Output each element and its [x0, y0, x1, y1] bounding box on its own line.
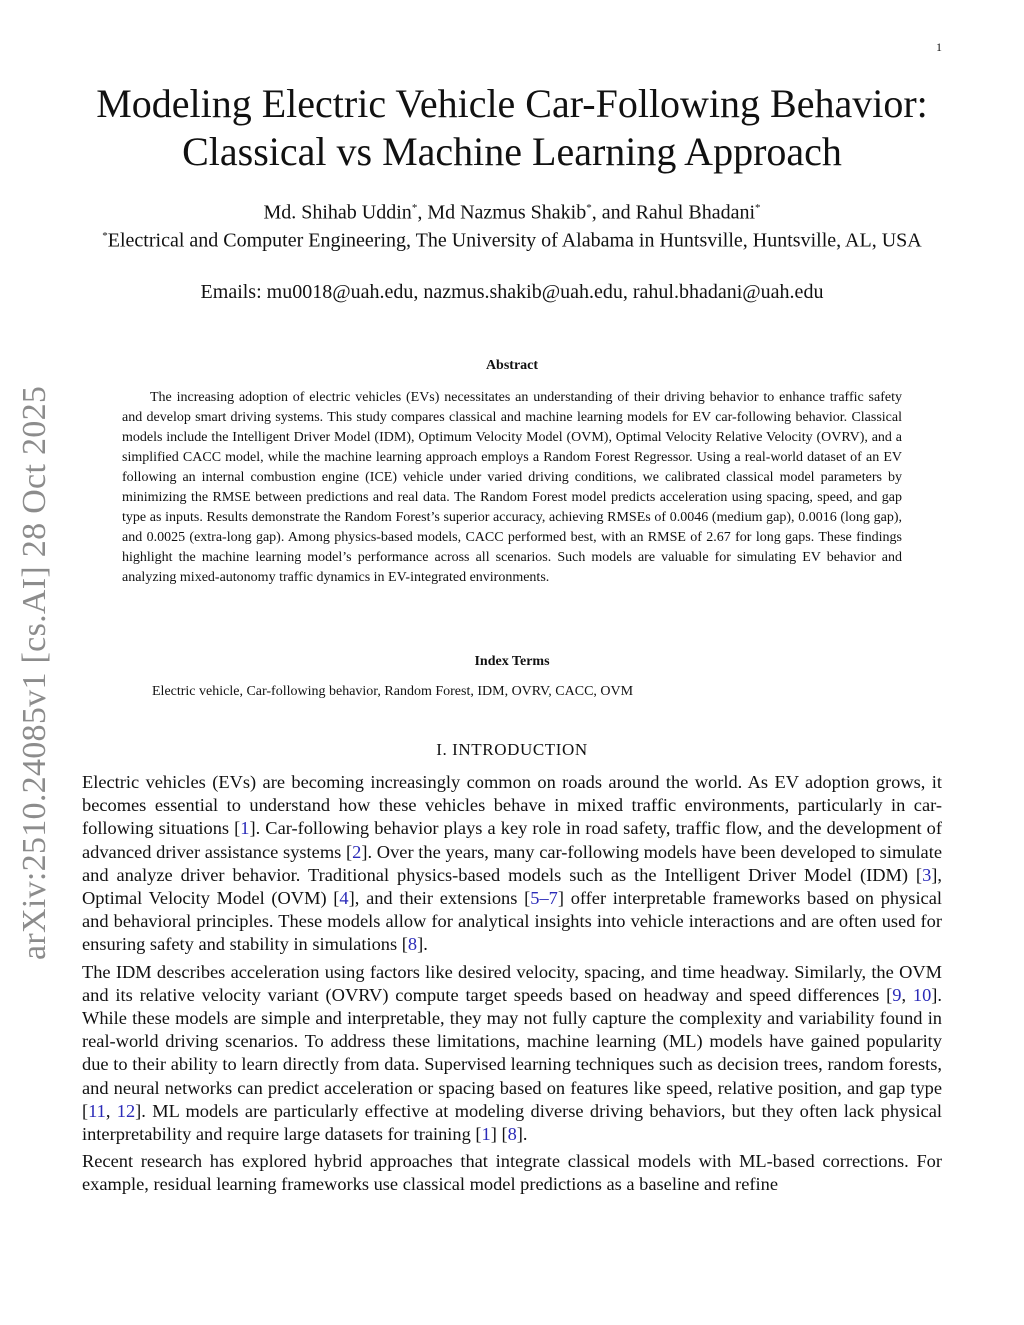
citation-link[interactable]: 8 [507, 1124, 517, 1145]
text-run: , [901, 984, 913, 1005]
citation-link[interactable]: 5–7 [530, 888, 558, 909]
text-run: ] [ [490, 1124, 508, 1145]
abstract-text: The increasing adoption of electric vehicles (EVs) necessitates an understanding of their driving behavior to enhance traffic safety and develop smart driving systems. This study compares classical and machine learning models for EV car-following behavior. Classical models include the Intelligent Driver Model (IDM), Optimum Velocity Model (OVM), Optimal Velocity Relative Velocity (OVRV), and a simplified CACC model, while the machine learning approach employs a Random Forest Regressor. Using a real-world dataset of an EV following an internal combustion engine (ICE) vehicle under varied driving conditions, we calibrated classical model parameters by minimizing the RMSE between predictions and real data. The Random Forest model predicts acceleration using spacing, speed, and gap type as inputs. Results demonstrate the Random Forest’s superior accuracy, achieving RMSEs of 0.0046 (medium gap), 0.0016 (long gap), and 0.0025 (extra-long gap). Among physics-based models, CACC performed best, with an RMSE of 2.67 for long gaps. These findings highlight the machine learning model’s performance across all scenarios. Such models are valuable for simulating EV behavior and analyzing mixed-autonomy traffic dynamics in EV-integrated environments. [122, 390, 902, 585]
text-run: The IDM describes acceleration using factors like desired velocity, spacing, and time headway. Similarly, the OVM and its relative velocity variant (OVRV) compute target speeds based on headway and speed differences [ [82, 961, 942, 1005]
author-1: Md. Shihab Uddin [263, 201, 412, 224]
title-line-2: Classical vs Machine Learning Approach [182, 129, 842, 174]
text-run: ]. ML models are particularly effective at modeling diverse driving behaviors, but they often lack physical interpretability and require large datasets for training [ [82, 1100, 942, 1145]
text-run: ]. While these models are simple and interpretable, they may not fully capture the complexity and variability found in real-world driving scenarios. To address these limitations, machine learning (ML) models have gained popularity due to their ability to learn directly from data. Supervised learning techniques such as decision trees, random forests, and neural networks can predict acceleration or spacing based on features like speed, relative position, and gap type [ [82, 984, 942, 1121]
paragraph-1 [82, 771, 942, 957]
arxiv-side-stamp: arXiv:2510.24085v1 [cs.AI] 28 Oct 2025 [16, 385, 53, 960]
text-run: ]. Car-following behavior plays a key role in road safety, traffic flow, and the development of advanced driver assistance systems [ [82, 818, 942, 862]
paper-title [40, 80, 984, 176]
text-run: ], Optimal Velocity Model (OVM) [ [82, 864, 942, 909]
affiliation-text: Electrical and Computer Engineering, The University of Alabama in Huntsville, Huntsville, AL, USA [107, 229, 922, 252]
section-title-rest: NTRODUCTION [458, 740, 588, 759]
text-run: ] offer interpretable frameworks based on physical and behavioral principles. These models allow for analytical insights into vehicle interactions and are often used for ensuring safety and stability in simulations [ [82, 888, 942, 955]
page-number: 1 [936, 40, 942, 54]
citation-link[interactable]: 8 [407, 934, 418, 955]
section-numeral: I. [436, 740, 453, 759]
paragraph-2 [82, 961, 942, 1147]
citation-link[interactable]: 4 [339, 888, 349, 909]
text-run: ]. [417, 934, 428, 955]
text-run: ]. Over the years, many car-following models have been developed to simulate and analyze driver behavior. Traditional physics-based models such as the Intelligent Driver Model (IDM) [ [82, 841, 942, 885]
text-run: , [105, 1100, 117, 1121]
author-3: , and Rahul Bhadani [591, 201, 756, 224]
citation-link[interactable]: 12 [116, 1100, 136, 1121]
text-run: Electric vehicles (EVs) are becoming increasingly common on roads around the world. As EV adoption grows, it becomes essential to understand how these vehicles behave in mixed traffic environments, particularly in car-following situations [ [82, 772, 942, 839]
text-run: ]. [516, 1124, 528, 1145]
paragraph-3: Recent research has explored hybrid approaches that integrate classical models with ML-based corrections. For example, residual learning frameworks use classical model predictions as a baseline and refine [82, 1151, 942, 1195]
affiliation-mark: * [102, 230, 108, 242]
index-terms: Electric vehicle, Car-following behavior, Random Forest, IDM, OVRV, CACC, OVM [152, 684, 634, 699]
index-terms-heading: Index Terms [474, 654, 550, 669]
citation-link[interactable]: 11 [88, 1100, 106, 1121]
citation-link[interactable]: 10 [912, 984, 932, 1005]
title-line-1: Modeling Electric Vehicle Car-Following Behavior: [96, 81, 928, 126]
affiliation-mark: * [586, 202, 592, 214]
author-2: , Md Nazmus Shakib [417, 201, 587, 224]
affiliation-mark: * [755, 202, 761, 214]
abstract-heading: Abstract [485, 358, 539, 373]
affiliation [80, 222, 944, 255]
section-title-initial: I [452, 740, 459, 759]
text-run: ], and their extensions [ [348, 888, 531, 909]
citation-link[interactable]: 3 [922, 864, 932, 885]
emails: Emails: mu0018@uah.edu, nazmus.shakib@uah.edu, rahul.bhadani@uah.edu [200, 281, 824, 303]
section-heading-introduction [40, 740, 984, 760]
citation-link[interactable]: 9 [892, 984, 902, 1005]
citation-link[interactable]: 1 [240, 818, 250, 839]
citation-link[interactable]: 1 [481, 1124, 491, 1145]
affiliation-mark: * [411, 202, 418, 214]
body-text [82, 771, 942, 1201]
citation-link[interactable]: 2 [352, 841, 362, 862]
